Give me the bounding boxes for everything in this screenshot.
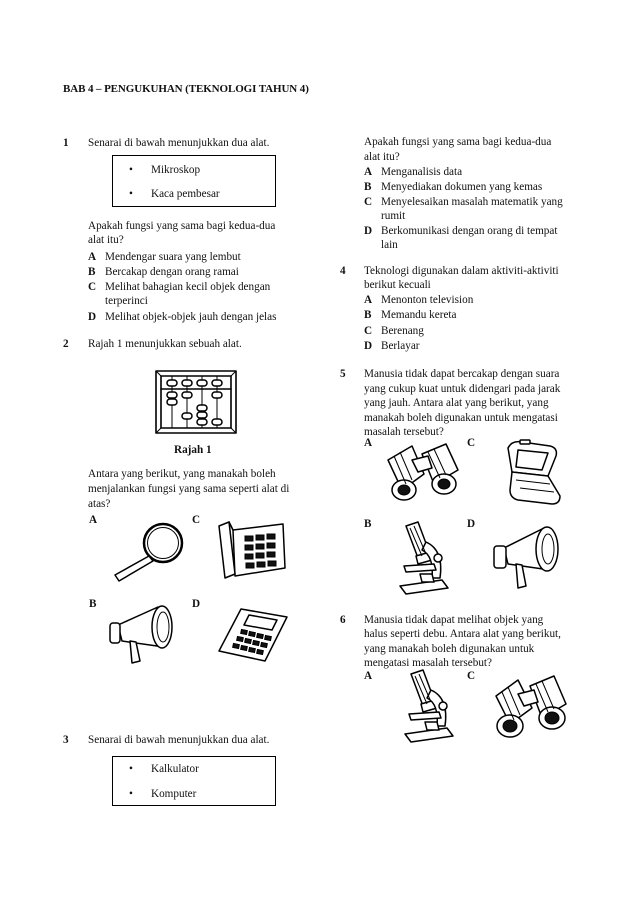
bullet-icon: •	[129, 763, 133, 775]
question-stem: mengatasi masalah tersebut?	[364, 657, 492, 669]
option-label: C	[467, 670, 476, 682]
question-text: Apakah fungsi yang sama bagi kedua-dua	[364, 136, 552, 148]
option-c-image[interactable]	[498, 436, 568, 508]
option-b-image[interactable]	[108, 597, 190, 667]
magnifying-glass-icon	[115, 524, 182, 581]
option-text: Melihat bahagian kecil objek dengan	[105, 281, 271, 293]
question-stem: Manusia tidak dapat melihat objek yang	[364, 614, 544, 626]
option-a-image[interactable]	[382, 440, 464, 506]
question-stem: masalah tersebut?	[364, 426, 444, 438]
option-text: Mendengar suara yang lembut	[105, 251, 241, 263]
option-letter: B	[88, 266, 96, 278]
question-number: 6	[340, 614, 346, 626]
option-text: Bercakap dengan orang ramai	[105, 266, 239, 278]
question-number: 4	[340, 265, 346, 277]
option-d-image[interactable]	[215, 605, 291, 665]
question-text: alat itu?	[88, 234, 124, 246]
list-item: Komputer	[151, 788, 197, 800]
question-stem: Rajah 1 menunjukkan sebuah alat.	[88, 338, 242, 350]
option-c-image[interactable]	[488, 672, 572, 742]
telephone-icon	[219, 522, 285, 578]
question-stem: Senarai di bawah menunjukkan dua alat.	[88, 734, 270, 746]
option-text: Melihat objek-objek jauh dengan jelas	[105, 311, 277, 323]
option-text: Berlayar	[381, 340, 420, 352]
option-text: lain	[381, 239, 398, 251]
option-letter: B	[364, 309, 372, 321]
question-text: Antara yang berikut, yang manakah boleh	[88, 468, 276, 480]
microscope-icon	[405, 670, 453, 742]
option-letter: D	[88, 311, 97, 323]
option-letter: D	[364, 340, 373, 352]
option-letter: C	[364, 196, 373, 208]
option-label: B	[89, 598, 97, 610]
calculator-icon	[219, 609, 287, 661]
question-stem: yang manakah boleh digunakan untuk	[364, 643, 535, 655]
option-label: D	[467, 518, 476, 530]
option-d-image[interactable]	[490, 516, 572, 592]
tool-list-box	[112, 155, 276, 207]
question-stem: Manusia tidak dapat bercakap dengan suara	[364, 368, 560, 380]
figure-caption: Rajah 1	[174, 444, 212, 456]
megaphone-icon	[494, 527, 558, 588]
question-number: 5	[340, 368, 346, 380]
question-text: Apakah fungsi yang sama bagi kedua-dua	[88, 220, 276, 232]
option-letter: B	[364, 181, 372, 193]
question-number: 2	[63, 338, 69, 350]
option-text: terperinci	[105, 295, 148, 307]
tool-list-box	[112, 756, 276, 806]
option-label: C	[192, 514, 201, 526]
question-text: atas?	[88, 498, 111, 510]
option-c-image[interactable]	[215, 518, 287, 580]
question-stem: halus seperti debu. Antara alat yang berikut,	[364, 628, 561, 640]
list-item: Kaca pembesar	[151, 188, 220, 200]
mobile-phone-icon	[508, 440, 560, 504]
option-text: Menonton television	[381, 294, 474, 306]
question-text: menjalankan fungsi yang sama seperti alat di	[88, 483, 290, 495]
option-letter: A	[364, 166, 373, 178]
option-b-image[interactable]	[390, 520, 452, 598]
megaphone-icon	[110, 606, 172, 663]
option-text: Memandu kereta	[381, 309, 457, 321]
question-stem: manakah boleh digunakan untuk mengatasi	[364, 412, 558, 424]
option-letter: A	[88, 251, 97, 263]
binoculars-icon	[388, 444, 458, 500]
option-label: A	[364, 670, 373, 682]
bullet-icon: •	[129, 188, 133, 200]
abacus-icon	[150, 365, 242, 440]
list-item: Kalkulator	[151, 763, 199, 775]
question-stem: yang cukup kuat untuk didengari pada jarak	[364, 383, 561, 395]
binoculars-icon	[496, 676, 566, 737]
option-letter: D	[364, 225, 373, 237]
question-stem: berikut kecuali	[364, 279, 431, 291]
question-number: 1	[63, 137, 69, 149]
question-number: 3	[63, 734, 69, 746]
option-text: Berenang	[381, 325, 424, 337]
microscope-icon	[400, 522, 448, 594]
list-item: Mikroskop	[151, 164, 201, 176]
option-label: D	[192, 598, 201, 610]
question-stem: Teknologi digunakan dalam aktiviti-aktiviti	[364, 265, 559, 277]
option-letter: C	[364, 325, 373, 337]
option-text: Menganalisis data	[381, 166, 463, 178]
option-text: rumit	[381, 210, 406, 222]
option-label: A	[364, 437, 373, 449]
option-letter: A	[364, 294, 373, 306]
page-title: BAB 4 – PENGUKUHAN (TEKNOLOGI TAHUN 4)	[63, 83, 309, 95]
question-stem: Senarai di bawah menunjukkan dua alat.	[88, 137, 270, 149]
bullet-icon: •	[129, 164, 133, 176]
question-text: alat itu?	[364, 151, 400, 163]
option-a-image[interactable]	[105, 523, 187, 583]
option-text: Menyediakan dokumen yang kemas	[381, 181, 543, 193]
option-label: A	[89, 514, 98, 526]
option-letter: C	[88, 281, 97, 293]
option-text: Menyelesaikan masalah matematik yang	[381, 196, 563, 208]
option-text: Berkomunikasi dengan orang di tempat	[381, 225, 558, 237]
option-label: B	[364, 518, 372, 530]
bullet-icon: •	[129, 788, 133, 800]
option-a-image[interactable]	[395, 668, 457, 746]
question-stem: yang jauh. Antara alat yang berikut, yang	[364, 397, 549, 409]
option-label: C	[467, 437, 476, 449]
